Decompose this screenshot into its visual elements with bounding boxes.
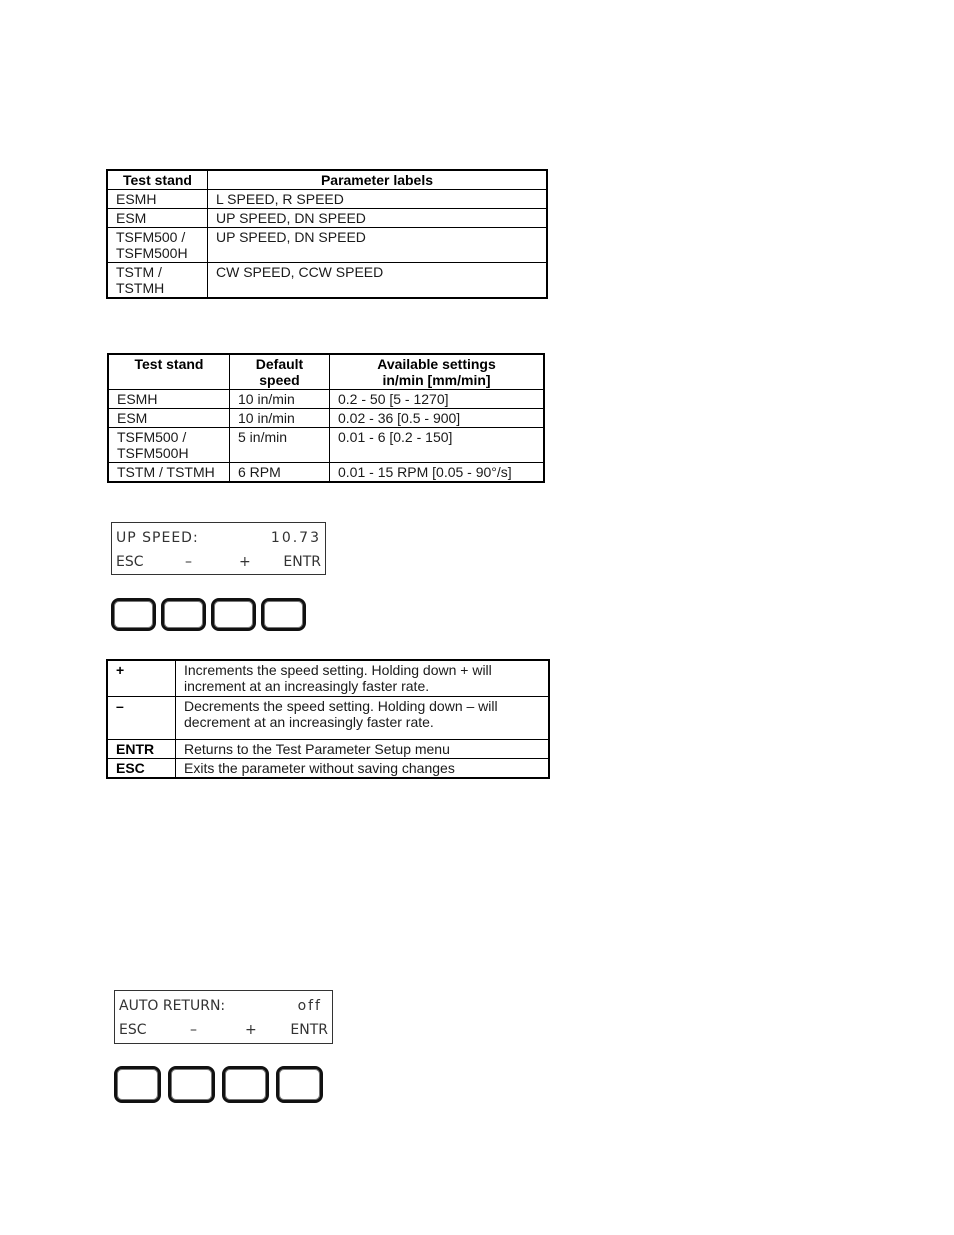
minus-key-button[interactable] (168, 1066, 215, 1103)
cell-key: – (108, 697, 176, 740)
cell-key-description: Increments the speed setting. Holding down + will increment at an increasingly faster rate. (176, 661, 549, 697)
lcd-softkey-minus: – (185, 554, 192, 570)
plus-key-button[interactable] (222, 1066, 269, 1103)
lcd-softkey-entr: ENTR (283, 554, 321, 570)
lcd-display-speed (111, 522, 326, 575)
table-row (109, 390, 544, 409)
table-row (109, 428, 544, 463)
cell-key-description: Decrements the speed setting. Holding down – will decrement at an increasingly faster rate. (176, 697, 549, 740)
table-row (109, 463, 544, 482)
table-row (108, 228, 547, 263)
speed-settings-table (108, 354, 544, 482)
lcd-parameter-value: 10.73 (270, 530, 321, 546)
cell-parameter-labels: L SPEED, R SPEED (208, 190, 547, 209)
col-header-test-stand: Test stand (108, 171, 208, 190)
cell-test-stand: ESM (109, 409, 230, 428)
cell-key: ENTR (108, 740, 176, 759)
lcd-display-auto-return (114, 990, 333, 1044)
cell-parameter-labels: UP SPEED, DN SPEED (208, 209, 547, 228)
lcd-bottom-row (119, 1022, 328, 1042)
table-row (108, 759, 549, 778)
lcd-softkey-esc: ESC (116, 554, 144, 570)
lcd-bottom-row (116, 554, 321, 574)
lcd-top-row (119, 998, 328, 1018)
lcd-parameter-label: AUTO RETURN: (119, 998, 226, 1014)
lcd-top-row (116, 530, 321, 550)
lcd-softkey-entr: ENTR (290, 1022, 328, 1038)
entr-key-button[interactable] (261, 598, 306, 631)
key-functions-table (107, 660, 549, 778)
lcd-parameter-label: UP SPEED: (116, 530, 199, 546)
table-row (108, 697, 549, 740)
esc-key-button[interactable] (114, 1066, 161, 1103)
entr-key-button[interactable] (276, 1066, 323, 1103)
col-header-test-stand: Test stand (109, 355, 230, 390)
parameter-labels-table (107, 170, 547, 298)
table-row (108, 661, 549, 697)
cell-available-settings: 0.01 - 15 RPM [0.05 - 90°/s] (330, 463, 544, 482)
table-header-row (108, 171, 547, 190)
cell-default-speed: 5 in/min (230, 428, 330, 463)
cell-key-description: Returns to the Test Parameter Setup menu (176, 740, 549, 759)
col-header-default-speed: Default speed (230, 355, 330, 390)
esc-key-button[interactable] (111, 598, 156, 631)
cell-available-settings: 0.01 - 6 [0.2 - 150] (330, 428, 544, 463)
cell-parameter-labels: CW SPEED, CCW SPEED (208, 263, 547, 298)
cell-key-description: Exits the parameter without saving changes (176, 759, 549, 778)
lcd-parameter-value: off (297, 998, 322, 1014)
lcd-softkey-plus: + (239, 554, 251, 570)
plus-key-button[interactable] (211, 598, 256, 631)
col-header-available-settings: Available settings in/min [mm/min] (330, 355, 544, 390)
table-row (109, 409, 544, 428)
cell-key: + (108, 661, 176, 697)
cell-test-stand: TSTM / TSTMH (109, 463, 230, 482)
cell-default-speed: 10 in/min (230, 409, 330, 428)
table-row (108, 740, 549, 759)
lcd-softkey-minus: – (190, 1022, 197, 1038)
lcd-softkey-plus: + (245, 1022, 257, 1038)
cell-test-stand: ESM (108, 209, 208, 228)
cell-parameter-labels: UP SPEED, DN SPEED (208, 228, 547, 263)
cell-test-stand: TSTM / TSTMH (108, 263, 208, 298)
cell-test-stand: TSFM500 / TSFM500H (108, 228, 208, 263)
keypad-auto-return (114, 1066, 325, 1103)
cell-default-speed: 10 in/min (230, 390, 330, 409)
cell-key: ESC (108, 759, 176, 778)
cell-default-speed: 6 RPM (230, 463, 330, 482)
col-header-parameter-labels: Parameter labels (208, 171, 547, 190)
cell-test-stand: ESMH (108, 190, 208, 209)
table-row (108, 190, 547, 209)
lcd-softkey-esc: ESC (119, 1022, 147, 1038)
table-row (108, 263, 547, 298)
cell-available-settings: 0.2 - 50 [5 - 1270] (330, 390, 544, 409)
cell-available-settings: 0.02 - 36 [0.5 - 900] (330, 409, 544, 428)
minus-key-button[interactable] (161, 598, 206, 631)
table-row (108, 209, 547, 228)
cell-test-stand: ESMH (109, 390, 230, 409)
cell-test-stand: TSFM500 / TSFM500H (109, 428, 230, 463)
table-header-row (109, 355, 544, 390)
keypad-speed (111, 598, 306, 631)
